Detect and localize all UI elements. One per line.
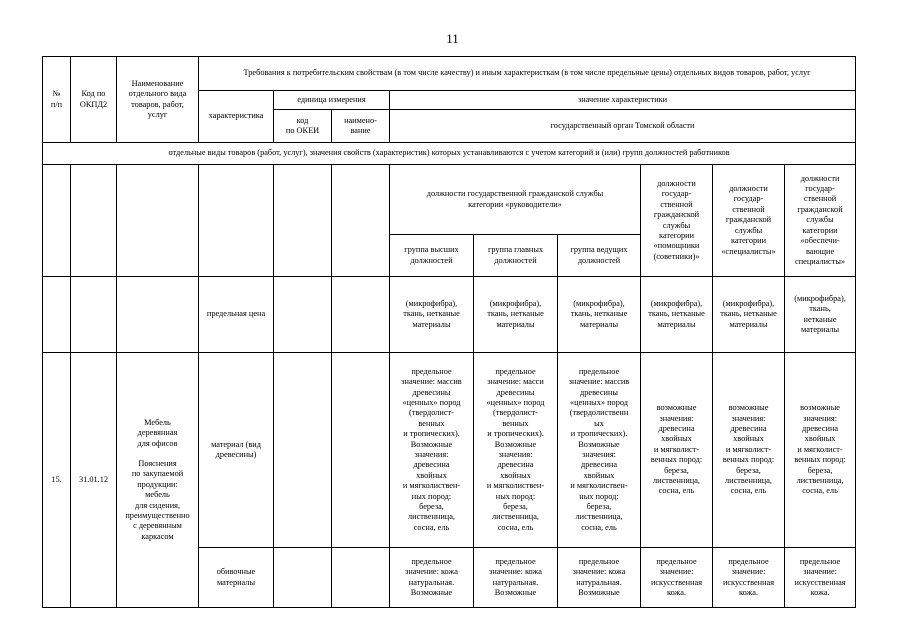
header-col-code: Код по ОКПД2 — [71, 57, 117, 143]
char-upholstery: обивочные материалы — [199, 548, 274, 608]
cont-value: (микрофибра), ткань, нетканые материалы — [390, 277, 474, 353]
group-main: группа главных должностей — [474, 235, 558, 277]
product-name: Мебель деревянная для офисов — [137, 417, 178, 448]
page-number: 11 — [446, 31, 459, 46]
wood-value: возможные значения: древесина хвойных и мягколист- венных пород: березa, лиственница, сосна, ель — [785, 353, 856, 548]
empty-cell — [71, 277, 117, 353]
wood-value: предельное значение: массив древесины «ценных» пород (твердолист- венных и тропических). Возможные значения: древесина хвойных и мягколиствен- ных пород: береза, лиственница, сосна, ель — [390, 353, 474, 548]
upholstery-value: предельное значение: кожа натуральная. Возможные — [474, 548, 558, 608]
cont-value: (микрофибра), ткань, нетканые материалы — [474, 277, 558, 353]
empty-cell — [199, 165, 274, 277]
product-note: Пояснения по закупаемой продукции: мебель для сидения, преимущественно с деревянным каркасом — [125, 458, 190, 541]
header-requirements: Требования к потребительским свойствам (в том числе качеству) и иным характеристкам (в том числе предельные цены) отдельных видов товаров, работ, услуг — [199, 57, 856, 91]
empty-cell — [274, 165, 332, 277]
char-wood: материал (вид древесины) — [199, 353, 274, 548]
upholstery-value: предельное значение: искусственная кожа. — [641, 548, 713, 608]
empty-cell — [117, 277, 199, 353]
empty-cell — [117, 165, 199, 277]
row-name — [117, 353, 199, 608]
empty-cell — [274, 277, 332, 353]
category-specialists: должности государ- ственной гражданской службы категории «специалисты» — [713, 165, 785, 277]
category-assistants: должности государ- ственной гражданской службы категории «помощники (советники)» — [641, 165, 713, 277]
empty-cell — [274, 353, 332, 548]
wood-value: возможные значения: древесина хвойных и мягколист- венных пород: береза, лиственница, сосна, ель — [641, 353, 713, 548]
empty-cell — [332, 165, 390, 277]
cont-value: (микрофибра), ткань, нетканые материалы — [713, 277, 785, 353]
wood-value: предельное значение: массив древесины «ценных» пород (твердолиственн ых и тропических). Возможные значения: древесина хвойных и мягколиствен- ных пород: береза, лиственница, сосна, ель — [558, 353, 641, 548]
requirements-table — [42, 56, 856, 608]
upholstery-value: предельное значение: кожа натуральная. Возможные — [390, 548, 474, 608]
category-support: должности государ- ственной гражданской службы категории «обеспечи- вающие специалисты» — [785, 165, 856, 277]
row-num: 15. — [43, 353, 71, 608]
upholstery-value: предельное значение: кожа натуральная. Возможные — [558, 548, 641, 608]
cont-characteristic: предельная цена — [199, 277, 274, 353]
cont-value: (микрофибра), ткань, нетканые материалы — [641, 277, 713, 353]
header-unit-code: код по ОКЕИ — [274, 110, 332, 143]
cont-value: (микрофибра), ткань, нетканые материалы — [785, 277, 856, 353]
empty-cell — [43, 277, 71, 353]
wood-value: предельное значение: масси древесины «ценных» пород (твердолист- венных и тропических). Возможные значения: древесина хвойных и мягколиствен- ных пород: береза, лиственница, сосна, ель — [474, 353, 558, 548]
header-unit-name: наимено- вание — [332, 110, 390, 143]
group-highest: группа высших должностей — [390, 235, 474, 277]
header-authority: государственный орган Томской области — [390, 110, 856, 143]
category-leaders: должности государственной гражданской службы категории «руководители» — [390, 165, 641, 235]
header-col-name: Наименование отдельного вида товаров, работ, услуг — [117, 57, 199, 143]
empty-cell — [274, 548, 332, 608]
header-col-num: № п/п — [43, 57, 71, 143]
upholstery-value: предельное значение: искусственная кожа. — [785, 548, 856, 608]
empty-cell — [71, 165, 117, 277]
upholstery-value: предельное значение: искусственная кожа. — [713, 548, 785, 608]
empty-cell — [332, 548, 390, 608]
cont-value: (микрофибра), ткань, нетканые материалы — [558, 277, 641, 353]
header-characteristic: характеристика — [199, 91, 274, 143]
empty-cell — [332, 353, 390, 548]
row-code: 31.01.12 — [71, 353, 117, 608]
group-leading: группа ведущих должностей — [558, 235, 641, 277]
header-value: значение характеристики — [390, 91, 856, 110]
wood-value: возможные значения: древесина хвойных и мягколист- венных пород: березa, лиственница, сосна, ель — [713, 353, 785, 548]
section-title: отдельные виды товаров (работ, услуг), значения свойств (характеристик) которых устанавливаются с учетом категорий и (или) групп должностей работников — [43, 143, 856, 165]
empty-cell — [332, 277, 390, 353]
empty-cell — [43, 165, 71, 277]
header-unit: единица измерения — [274, 91, 390, 110]
